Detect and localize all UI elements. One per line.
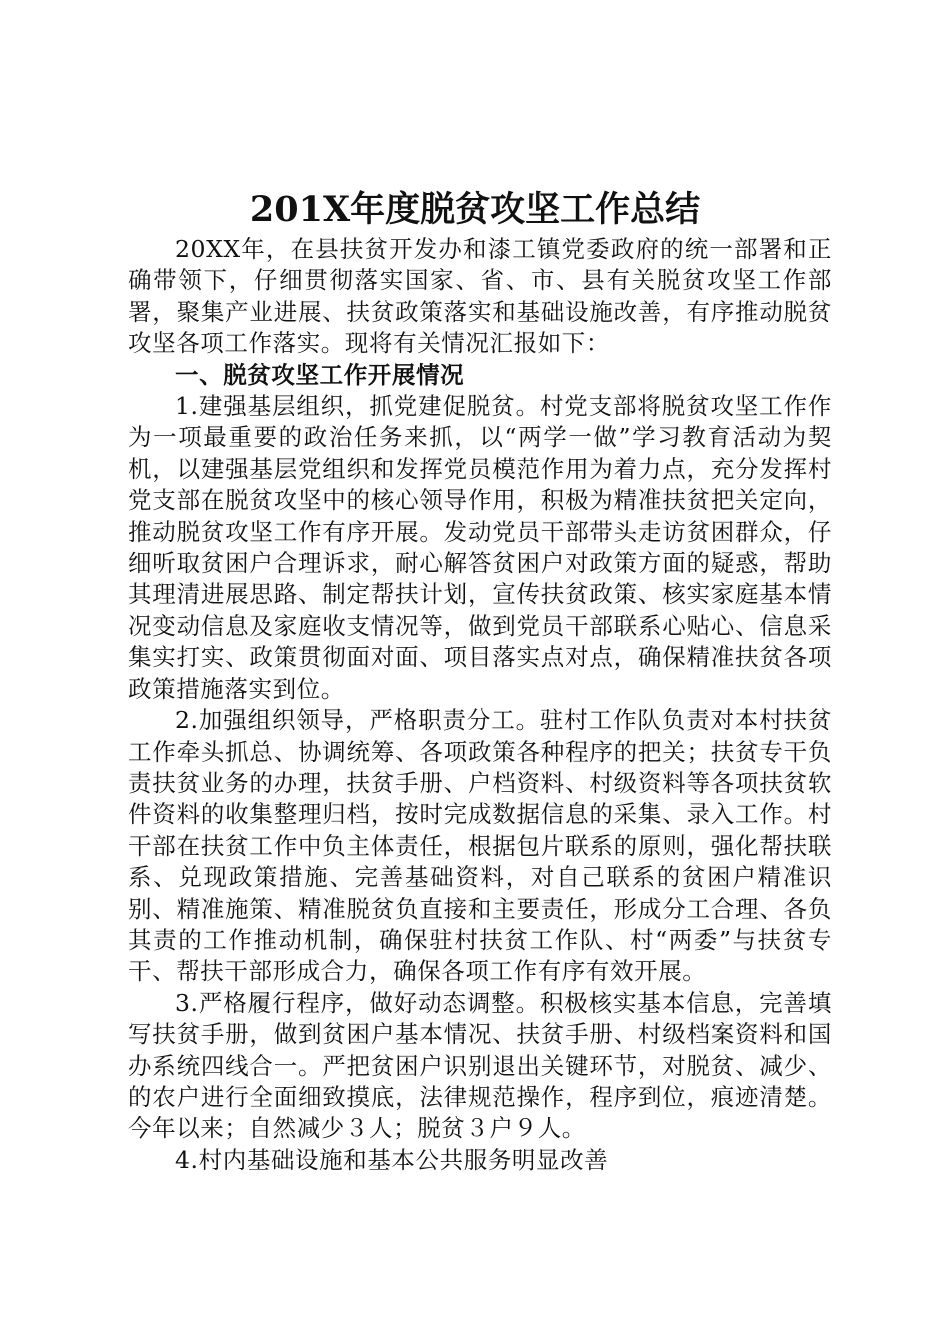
section-heading-1: 一、脱贫攻坚工作开展情况 xyxy=(175,360,465,389)
item-paragraph-4: 4.村内基础设施和基本公共服务明显改善 xyxy=(175,1145,609,1174)
intro-paragraph: 20XX年，在县扶贫开发办和漆工镇党委政府的统一部署和正确带领下，仔细贯彻落实国家、省、市、县有关脱贫攻坚工作部署，聚集产业进展、扶贫政策落实和基础设施改善，有序推动脱贫攻坚各项工作落实。现将有关情况汇报如下： xyxy=(128,235,832,358)
item-paragraph-3: 3.严格履行程序，做好动态调整。积极核实基本信息，完善填写扶贫手册，做到贫困户基本情况、扶贫手册、村级档案资料和国办系统四线合一。严把贫困户识别退出关键环节，对脱贫、减少、的农户进行全面细致摸底，法律规范操作，程序到位，痕迹清楚。今年以来；自然减少３人；脱贫３户９人。 xyxy=(128,988,832,1143)
document-title: 201X年度脱贫攻坚工作总结 xyxy=(249,189,701,230)
document-body xyxy=(128,234,832,1176)
item-paragraph-2: 2.加强组织领导，严格职责分工。驻村工作队负责对本村扶贫工作牵头抓总、协调统筹、各项政策各种程序的把关；扶贫专干负责扶贫业务的办理，扶贫手册、户档资料、村级资料等各项扶贫软件资料的收集整理归档，按时完成数据信息的采集、录入工作。村干部在扶贫工作中负主体责任，根据包片联系的原则，强化帮扶联系、兑现政策措施、完善基础资料，对自己联系的贫困户精准识别、精准施策、精准脱贫负直接和主要责任，形成分工合理、各负其责的工作推动机制，确保驻村扶贫工作队、村“两委”与扶贫专干、帮扶干部形成合力，确保各项工作有序有效开展。 xyxy=(128,706,832,986)
item-paragraph-1: 1.建强基层组织，抓党建促脱贫。村党支部将脱贫攻坚工作作为一项最重要的政治任务来抓，以“两学一做”学习教育活动为契机，以建强基层党组织和发挥党员模范作用为着力点，充分发挥村党支部在脱贫攻坚中的核心领导作用，积极为精准扶贫把关定向，推动脱贫攻坚工作有序开展。发动党员干部带头走访贫困群众，仔细听取贫困户合理诉求，耐心解答贫困户对政策方面的疑惑，帮助其理清进展思路、制定帮扶计划，宣传扶贫政策、核实家庭基本情况变动信息及家庭收支情况等，做到党员干部联系心贴心、信息采集实打实、政策贯彻面对面、项目落实点对点，确保精准扶贫各项政策措施落实到位。 xyxy=(128,392,832,703)
